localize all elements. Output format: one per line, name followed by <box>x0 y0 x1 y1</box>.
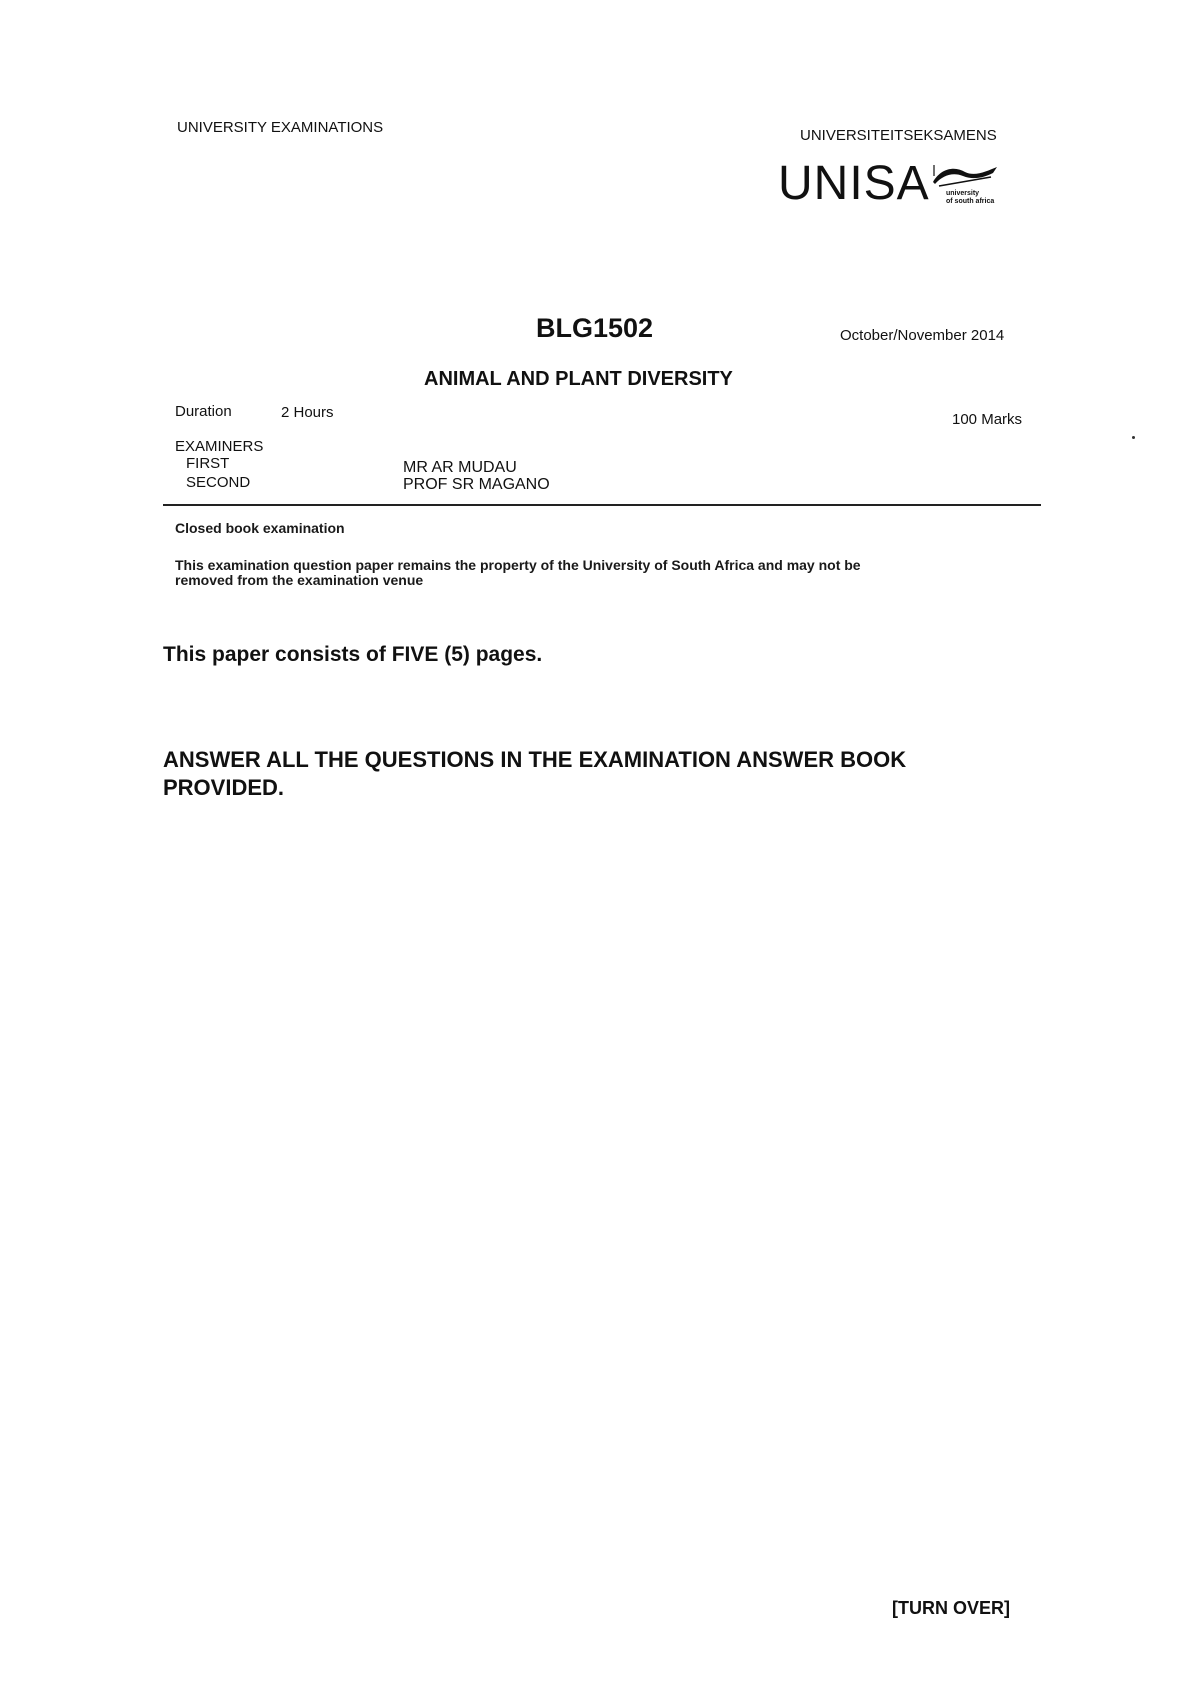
exam-code: BLG1502 <box>536 313 654 343</box>
duration-label: Duration <box>175 403 232 420</box>
examiner-first-label: FIRST <box>186 455 230 472</box>
property-note-line1: This examination question paper remains the property of the University of South Africa and may not be <box>175 557 861 573</box>
examiner-second-label: SECOND <box>186 474 251 491</box>
logo-tagline-2: of south africa <box>946 198 995 205</box>
divider-rule <box>163 504 1041 506</box>
logo-wordmark: UNISA <box>778 157 930 210</box>
header-left: UNIVERSITY EXAMINATIONS <box>177 119 384 136</box>
marks: 100 Marks <box>952 411 1023 428</box>
header-right: UNIVERSITEITSEKSAMENS <box>800 127 997 144</box>
exam-session: October/November 2014 <box>840 327 1005 344</box>
unisa-logo <box>778 157 1028 216</box>
examiners-heading: EXAMINERS <box>175 438 264 455</box>
answer-instruction-line2: PROVIDED. <box>163 775 285 800</box>
examiner-first-name: MR AR MUDAU <box>403 459 517 476</box>
answer-instruction-line1: ANSWER ALL THE QUESTIONS IN THE EXAMINATION ANSWER BOOK <box>163 747 907 772</box>
exam-title: ANIMAL AND PLANT DIVERSITY <box>424 368 733 390</box>
examiner-second-name: PROF SR MAGANO <box>403 476 550 493</box>
scan-speck <box>1132 436 1135 439</box>
pages-statement: This paper consists of FIVE (5) pages. <box>163 643 543 666</box>
bird-icon <box>931 162 999 188</box>
turn-over: [TURN OVER] <box>892 1598 1010 1618</box>
logo-tagline-1: university <box>946 190 980 197</box>
property-note-line2: removed from the examination venue <box>175 572 424 588</box>
duration-value: 2 Hours <box>281 404 334 421</box>
closed-book-note: Closed book examination <box>175 520 345 536</box>
